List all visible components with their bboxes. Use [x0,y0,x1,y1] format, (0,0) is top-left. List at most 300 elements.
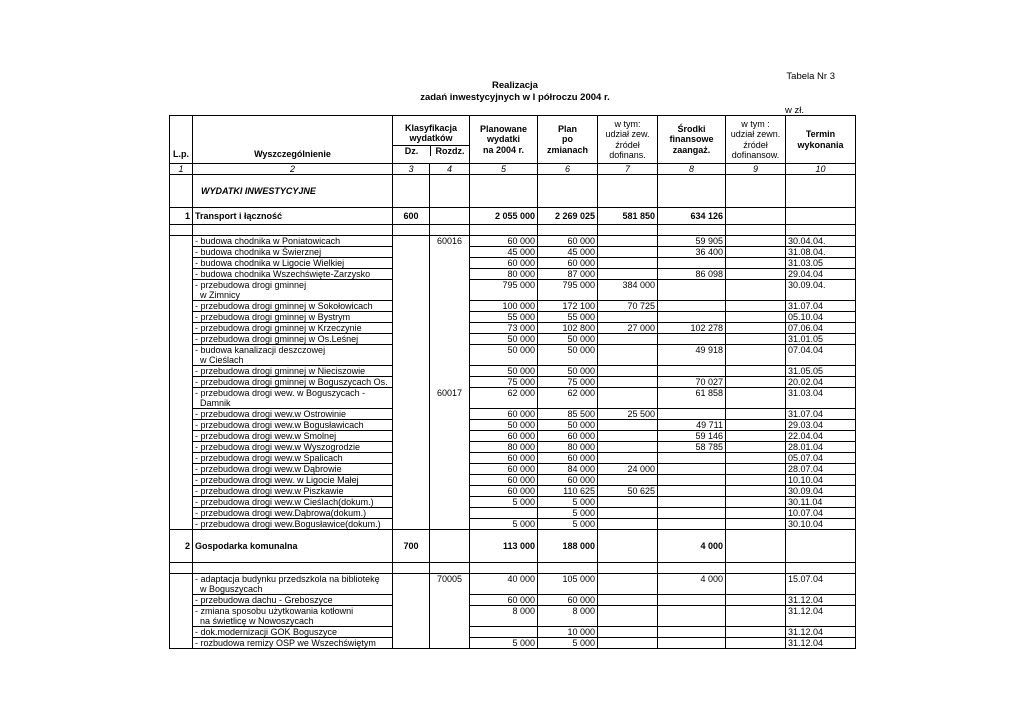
item-external [598,247,658,258]
item-committed-ext [726,464,786,475]
item-external: 27 000 [598,323,658,334]
cell [393,442,430,453]
item-rozdz [430,519,470,530]
item-committed-ext [726,442,786,453]
item-rozdz [430,595,470,606]
item-committed-ext [726,497,786,508]
item-rozdz [430,442,470,453]
item-planned: 45 000 [470,247,538,258]
item-committed: 4 000 [658,574,726,595]
item-rozdz [430,475,470,486]
item-committed [658,497,726,508]
item-name-line1: - przebudowa drogi gminnej w Nieciszowie [195,366,366,376]
item-term: 20.02.04 [786,377,856,388]
section-plan-after: 188 000 [538,530,598,563]
item-name [193,312,393,323]
item-committed-ext [726,486,786,497]
item-term: 31.12.04 [786,595,856,606]
item-rozdz: 70005 [430,574,470,595]
item-rozdz [430,627,470,638]
table-row [170,323,856,334]
item-planned: 80 000 [470,269,538,280]
item-term: 31.12.04 [786,606,856,627]
item-term: 30.09.04. [786,280,856,301]
item-name [193,323,393,334]
item-committed-ext [726,627,786,638]
item-external [598,574,658,595]
section-term [786,530,856,563]
item-plan-after: 85 500 [538,409,598,420]
header-plan: Plan po zmianach [538,116,598,164]
item-committed-ext [726,236,786,247]
cell [393,334,430,345]
cell [170,377,193,388]
item-planned: 60 000 [470,453,538,464]
item-rozdz [430,334,470,345]
item-name-line1: - przebudowa drogi gminnej w Bystrym [195,312,351,322]
item-rozdz [430,345,470,366]
header-wyszczegolnienie: Wyszczególnienie [193,116,393,164]
item-term: 07.04.04 [786,345,856,366]
column-number: 10 [786,164,856,175]
item-committed-ext [726,377,786,388]
item-committed: 58 785 [658,442,726,453]
cell [170,269,193,280]
item-plan-after: 172 100 [538,301,598,312]
item-planned: 55 000 [470,312,538,323]
item-plan-after: 110 625 [538,486,598,497]
cell [393,519,430,530]
section-row [170,208,856,225]
item-name [193,280,393,301]
item-term: 10.07.04 [786,508,856,519]
column-number: 6 [538,164,598,175]
item-plan-after: 60 000 [538,595,598,606]
item-plan-after: 80 000 [538,442,598,453]
table-row [170,519,856,530]
item-name-line1: - przebudowa drogi wew.w Smolnej [195,431,337,441]
table-number: Tabela Nr 3 [786,71,835,82]
table-row [170,497,856,508]
item-committed [658,334,726,345]
item-name [193,236,393,247]
table-row [170,236,856,247]
column-number: 4 [430,164,470,175]
item-committed-ext [726,323,786,334]
item-external [598,638,658,649]
item-name-line1: - przebudowa drogi wew.w Spalicach [195,453,343,463]
cell [393,345,430,366]
cell [393,508,430,519]
item-committed [658,606,726,627]
table-row [170,627,856,638]
item-external [598,312,658,323]
item-planned: 60 000 [470,409,538,420]
item-planned: 5 000 [470,519,538,530]
cell [170,627,193,638]
cell [393,475,430,486]
item-committed: 36 400 [658,247,726,258]
item-name-line1: - przebudowa drogi wew.w Dąbrowie [195,464,342,474]
item-committed: 102 278 [658,323,726,334]
item-external [598,345,658,366]
item-planned [470,627,538,638]
item-committed [658,301,726,312]
column-number: 1 [170,164,193,175]
item-rozdz [430,377,470,388]
cell [170,497,193,508]
cell [726,225,786,236]
item-committed [658,312,726,323]
item-planned: 50 000 [470,366,538,377]
section-row [170,530,856,563]
section-name: Gospodarka komunalna [193,530,393,563]
item-name-line2: w Cieślach [200,355,244,365]
cell [170,345,193,366]
cell [786,225,856,236]
item-committed [658,508,726,519]
cell [393,486,430,497]
item-committed-ext [726,247,786,258]
item-planned: 60 000 [470,236,538,247]
cell [658,175,726,208]
item-rozdz [430,508,470,519]
item-name [193,442,393,453]
cell [170,301,193,312]
item-name-line2: w Boguszycach [200,584,263,594]
column-number: 8 [658,164,726,175]
table-row [170,595,856,606]
spacer-row [170,563,856,574]
section-lp: 1 [170,208,193,225]
item-committed: 59 146 [658,431,726,442]
item-plan-after: 60 000 [538,431,598,442]
cell [393,247,430,258]
item-rozdz: 60017 [430,388,470,409]
item-external [598,431,658,442]
item-name-line1: - przebudowa dachu - Greboszyce [195,595,333,605]
table-row [170,366,856,377]
item-committed-ext [726,453,786,464]
cell [170,334,193,345]
currency-unit: w zł. [785,105,804,116]
item-committed-ext [726,420,786,431]
column-number: 2 [193,164,393,175]
cell [170,475,193,486]
item-committed-ext [726,519,786,530]
item-term: 29.03.04 [786,420,856,431]
table-row [170,345,856,366]
item-external [598,606,658,627]
item-external: 70 725 [598,301,658,312]
cell [393,638,430,649]
cell [393,258,430,269]
item-planned: 73 000 [470,323,538,334]
table-row [170,606,856,627]
item-planned: 60 000 [470,475,538,486]
table-row [170,388,856,409]
item-committed [658,409,726,420]
item-committed [658,453,726,464]
item-planned: 100 000 [470,301,538,312]
cell [658,563,726,574]
cell [538,563,598,574]
section-planned: 2 055 000 [470,208,538,225]
cell [393,497,430,508]
item-name-line1: - rozbudowa remizy OSP we Wszechświętym [195,638,376,648]
item-committed [658,486,726,497]
item-name [193,519,393,530]
table-row [170,486,856,497]
table-row [170,312,856,323]
cell [470,225,538,236]
item-term: 31.03.05 [786,258,856,269]
item-plan-after: 10 000 [538,627,598,638]
column-number-row [170,164,856,175]
item-term: 10.10.04 [786,475,856,486]
item-committed-ext [726,301,786,312]
item-committed [658,366,726,377]
item-committed [658,475,726,486]
item-name-line1: - przebudowa drogi gminnej w Boguszycach Os. [195,377,388,387]
table-row [170,301,856,312]
item-rozdz [430,486,470,497]
item-external [598,519,658,530]
item-committed-ext [726,475,786,486]
table-row [170,475,856,486]
item-term: 30.11.04 [786,497,856,508]
item-plan-after: 75 000 [538,377,598,388]
item-planned: 80 000 [470,442,538,453]
cell [786,175,856,208]
item-external [598,442,658,453]
item-plan-after: 60 000 [538,475,598,486]
cell [470,175,538,208]
item-name-line1: - budowa chodnika w Ligocie Wielkiej [195,258,345,268]
item-name [193,595,393,606]
section-rozdz [430,530,470,563]
table-row [170,638,856,649]
table-row [170,269,856,280]
document-subtitle: zadań inwestycyjnych w I półroczu 2004 r. [420,92,610,103]
header-srodki: Środki finansowe zaangaż. [658,116,726,164]
section-title-row [170,175,856,208]
item-name [193,388,393,409]
item-term: 31.05.05 [786,366,856,377]
item-plan-after: 50 000 [538,345,598,366]
item-committed: 49 918 [658,345,726,366]
cell [393,431,430,442]
item-committed-ext [726,638,786,649]
column-number: 7 [598,164,658,175]
item-term: 29.04.04 [786,269,856,280]
section-rozdz [430,208,470,225]
cell [393,175,430,208]
item-plan-after: 5 000 [538,508,598,519]
item-committed-ext [726,409,786,420]
item-committed [658,638,726,649]
item-rozdz [430,453,470,464]
item-term: 28.07.04 [786,464,856,475]
item-name-line1: - przebudowa drogi wew.Bogusławice(dokum.) [195,519,381,529]
item-plan-after: 8 000 [538,606,598,627]
header-klasyfikacja: Klasyfikacja wydatków Dz. Rozdz. [393,116,470,164]
item-name-line1: - przebudowa drogi wew.w Piszkawie [195,486,344,496]
item-name [193,497,393,508]
item-planned: 50 000 [470,420,538,431]
item-planned: 8 000 [470,606,538,627]
item-name [193,247,393,258]
item-plan-after: 5 000 [538,497,598,508]
header-wtym-2: w tym : udział zewn. źródeł dofinansow. [726,116,786,164]
table-row [170,420,856,431]
cell [393,301,430,312]
item-name [193,486,393,497]
section-name: Transport i łączność [193,208,393,225]
section-committed-ext [726,530,786,563]
column-number: 3 [393,164,430,175]
cell [393,606,430,627]
cell [170,595,193,606]
cell [170,453,193,464]
item-term: 15.07.04 [786,574,856,595]
section-lp: 2 [170,530,193,563]
table-row [170,409,856,420]
cell [170,247,193,258]
table-row [170,377,856,388]
section-external: 581 850 [598,208,658,225]
cell [393,377,430,388]
item-rozdz [430,366,470,377]
item-rozdz [430,638,470,649]
item-plan-after: 102 800 [538,323,598,334]
item-name [193,431,393,442]
item-committed-ext [726,312,786,323]
item-planned: 60 000 [470,258,538,269]
cell [170,638,193,649]
item-planned: 62 000 [470,388,538,409]
item-term: 31.12.04 [786,627,856,638]
item-rozdz [430,280,470,301]
item-name-line1: - przebudowa drogi gminnej w Sokołowicach [195,301,373,311]
item-term: 30.04.04. [786,236,856,247]
item-committed: 59 905 [658,236,726,247]
cell [430,175,470,208]
cell [170,464,193,475]
cell [170,508,193,519]
item-rozdz [430,431,470,442]
item-committed-ext [726,258,786,269]
item-committed-ext [726,269,786,280]
item-name [193,574,393,595]
item-planned: 60 000 [470,486,538,497]
item-committed [658,627,726,638]
cell [393,420,430,431]
item-term: 31.03.04 [786,388,856,409]
item-name-line1: - przebudowa drogi wew. w Ligocie Małej [195,475,359,485]
item-committed-ext [726,334,786,345]
section-external [598,530,658,563]
item-term: 07.06.04 [786,323,856,334]
item-name-line1: - budowa chodnika w Świerznej [195,247,322,257]
item-planned: 50 000 [470,345,538,366]
item-external [598,388,658,409]
item-external [598,595,658,606]
item-name-line1: - przebudowa drogi gminnej w Os.Leśnej [195,334,359,344]
item-name [193,508,393,519]
item-rozdz [430,464,470,475]
section-committed: 634 126 [658,208,726,225]
item-external: 384 000 [598,280,658,301]
cell [393,574,430,595]
item-name [193,409,393,420]
item-plan-after: 84 000 [538,464,598,475]
column-number: 5 [470,164,538,175]
item-planned: 5 000 [470,638,538,649]
table-header-row [170,116,856,164]
item-committed: 86 098 [658,269,726,280]
item-term: 31.07.04 [786,409,856,420]
item-plan-after: 5 000 [538,638,598,649]
cell [658,225,726,236]
cell [170,280,193,301]
item-rozdz [430,420,470,431]
item-external [598,508,658,519]
item-name-line1: - adaptacja budynku przedszkola na bibliotekę [195,574,380,584]
item-committed: 70 027 [658,377,726,388]
item-name [193,258,393,269]
item-committed [658,464,726,475]
item-term: 31.12.04 [786,638,856,649]
column-number: 9 [726,164,786,175]
cell [170,431,193,442]
table-row [170,280,856,301]
item-name [193,464,393,475]
cell [170,606,193,627]
item-plan-after: 60 000 [538,453,598,464]
item-name-line1: - przebudowa drogi wew. w Boguszycach - [195,388,366,398]
item-name-line2: Damnik [200,398,231,408]
cell [393,464,430,475]
cell [393,563,430,574]
item-term: 05.07.04 [786,453,856,464]
cell [393,627,430,638]
cell [726,563,786,574]
item-name-line1: - przebudowa drogi gminnej w Krzeczynie [195,323,362,333]
item-name [193,638,393,649]
cell [170,574,193,595]
item-name-line1: - zmiana sposobu użytkowania kotłowni [195,606,354,616]
item-name-line1: - dok.modernizacji GOK Boguszyce [195,627,338,637]
cell [393,225,430,236]
item-planned: 75 000 [470,377,538,388]
item-external [598,236,658,247]
cell [170,366,193,377]
item-plan-after: 105 000 [538,574,598,595]
section-title: WYDATKI INWESTYCYJNE [193,175,393,208]
cell [170,420,193,431]
item-committed: 61 858 [658,388,726,409]
item-plan-after: 50 000 [538,366,598,377]
cell [393,236,430,247]
item-name-line1: - budowa kanalizacji deszczowej [195,345,326,355]
item-planned: 60 000 [470,431,538,442]
section-dz: 700 [393,530,430,563]
item-name-line1: - przebudowa drogi wew.w Ostrowinie [195,409,347,419]
item-external: 50 625 [598,486,658,497]
cell [393,323,430,334]
item-committed-ext [726,366,786,377]
